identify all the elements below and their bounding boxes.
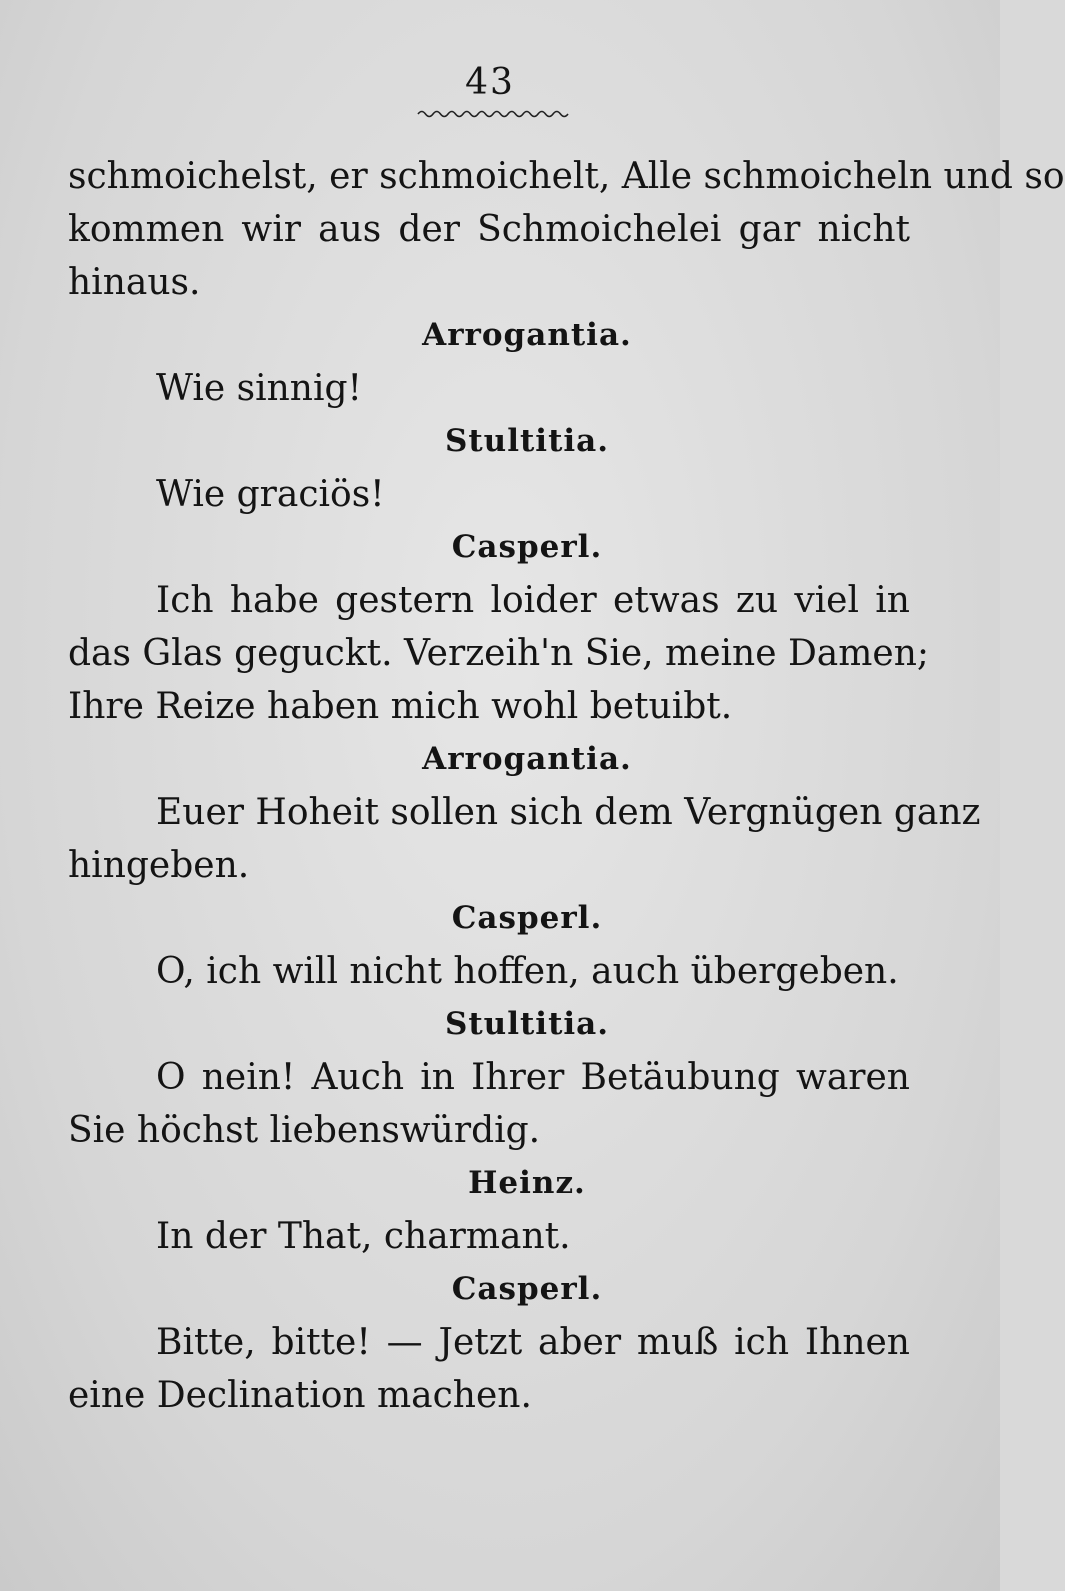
speaker-name: Heinz.	[468, 1165, 586, 1201]
speaker-name: Stultitia.	[444, 423, 610, 459]
page-number: 43	[465, 62, 515, 103]
speaker-name: Casperl.	[451, 529, 603, 565]
speaker-name: Arrogantia.	[422, 741, 632, 777]
text-line: das Glas geguckt. Verzeih'n Sie, meine Damen;	[68, 633, 930, 674]
text-line: Ich habe gestern loider etwas zu viel in	[156, 580, 910, 621]
text-line: eine Declination machen.	[68, 1375, 532, 1416]
text-line: hinaus.	[68, 262, 201, 303]
text-line: Ihre Reize haben mich wohl betuibt.	[68, 686, 733, 727]
text-line: Wie sinnig!	[156, 368, 363, 409]
play-text	[68, 150, 1065, 1422]
speaker-name: Arrogantia.	[422, 317, 632, 353]
wavy-rule-ornament	[418, 108, 568, 120]
text-line: In der That, charmant.	[156, 1216, 571, 1257]
speaker-name: Stultitia.	[444, 1006, 610, 1042]
text-line: Bitte, bitte! — Jetzt aber muß ich Ihnen	[156, 1322, 910, 1363]
text-line: kommen wir aus der Schmoichelei gar nicht	[68, 209, 910, 250]
speaker-name: Casperl.	[451, 1271, 603, 1307]
text-line: schmoichelst, er schmoichelt, Alle schmoicheln und so	[68, 156, 1065, 197]
speaker-name: Casperl.	[451, 900, 603, 936]
text-line: Euer Hoheit sollen sich dem Vergnügen ganz	[156, 792, 981, 833]
text-line: hingeben.	[68, 845, 250, 886]
text-line: O nein! Auch in Ihrer Betäubung waren	[156, 1057, 910, 1098]
text-line: Wie graciös!	[156, 474, 385, 515]
text-line: Sie höchst liebenswürdig.	[68, 1110, 541, 1151]
text-line: O, ich will nicht hoffen, auch übergeben.	[156, 951, 899, 992]
